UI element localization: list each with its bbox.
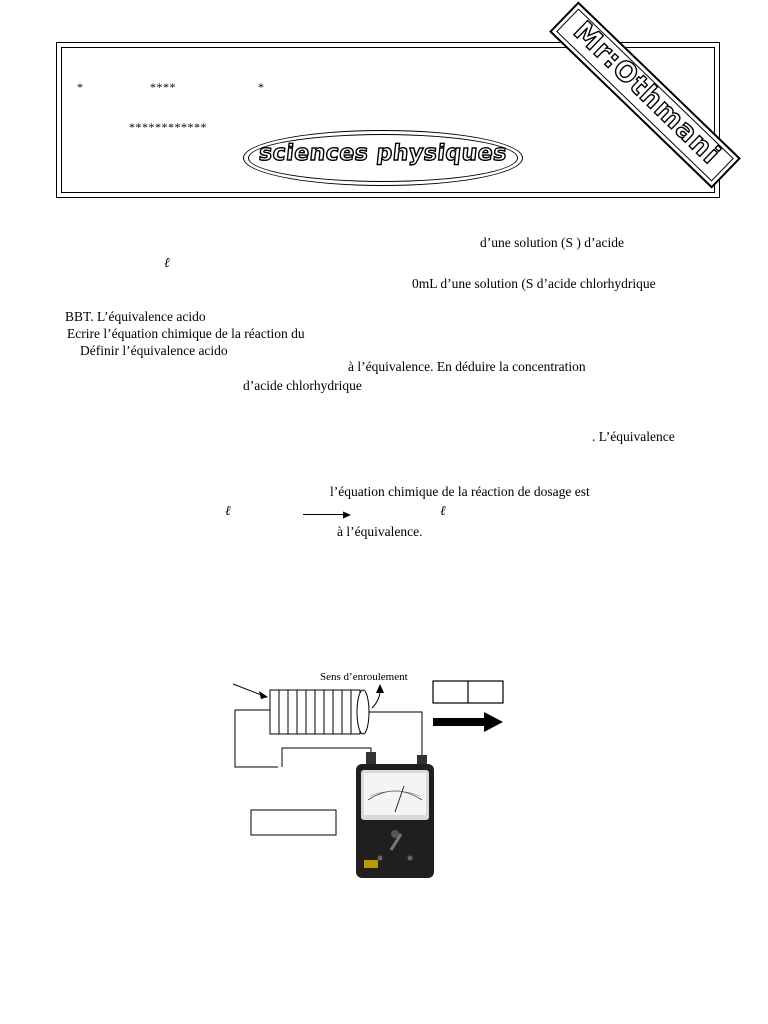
winding-direction-arrow	[372, 690, 380, 708]
text-line-8: . L’équivalence	[592, 429, 675, 444]
header-star-3: *	[258, 80, 265, 94]
header-star-1: *	[77, 80, 84, 94]
text-line-6: à l’équivalence. En déduire la concentration	[348, 359, 586, 374]
reaction-arrow	[303, 511, 351, 519]
text-line-9: l’équation chimique de la réaction de dosage est	[330, 484, 590, 499]
ell-symbol-3: ℓ	[440, 503, 446, 518]
circuit-wires	[235, 710, 422, 767]
magnet-box	[433, 681, 503, 703]
author-name: Mr:Othmani	[567, 15, 727, 171]
text-line-2: 0mL d’une solution (S d’acide chlorhydrique	[412, 276, 656, 291]
logo-sciences-physiques: sciences physiques	[257, 141, 509, 166]
ell-symbol-1: ℓ	[164, 255, 170, 270]
label-box	[251, 810, 336, 835]
coil-pointer-arrow	[233, 684, 268, 699]
ell-symbol-2: ℓ	[225, 503, 231, 518]
text-line-10: à l’équivalence.	[337, 524, 423, 539]
displacement-arrow	[433, 712, 503, 732]
header-star-2: ****	[150, 80, 176, 94]
text-line-1: d’une solution (S ) d’acide	[480, 235, 624, 250]
text-line-4: Ecrire l’équation chimique de la réaction du	[67, 326, 305, 341]
text-line-3: BBT. L’équivalence acido	[65, 309, 206, 324]
solenoid-coil	[270, 690, 369, 734]
header-star-row2: ************	[129, 120, 207, 134]
winding-direction-caption: Sens d’enroulement	[320, 671, 408, 683]
text-line-5: Définir l’équivalence acido	[80, 343, 228, 358]
galvanometer	[356, 752, 434, 878]
reaction-arrow-head	[303, 511, 351, 519]
text-line-7: d’acide chlorhydrique	[243, 378, 362, 393]
winding-direction-arrowhead	[376, 684, 384, 693]
